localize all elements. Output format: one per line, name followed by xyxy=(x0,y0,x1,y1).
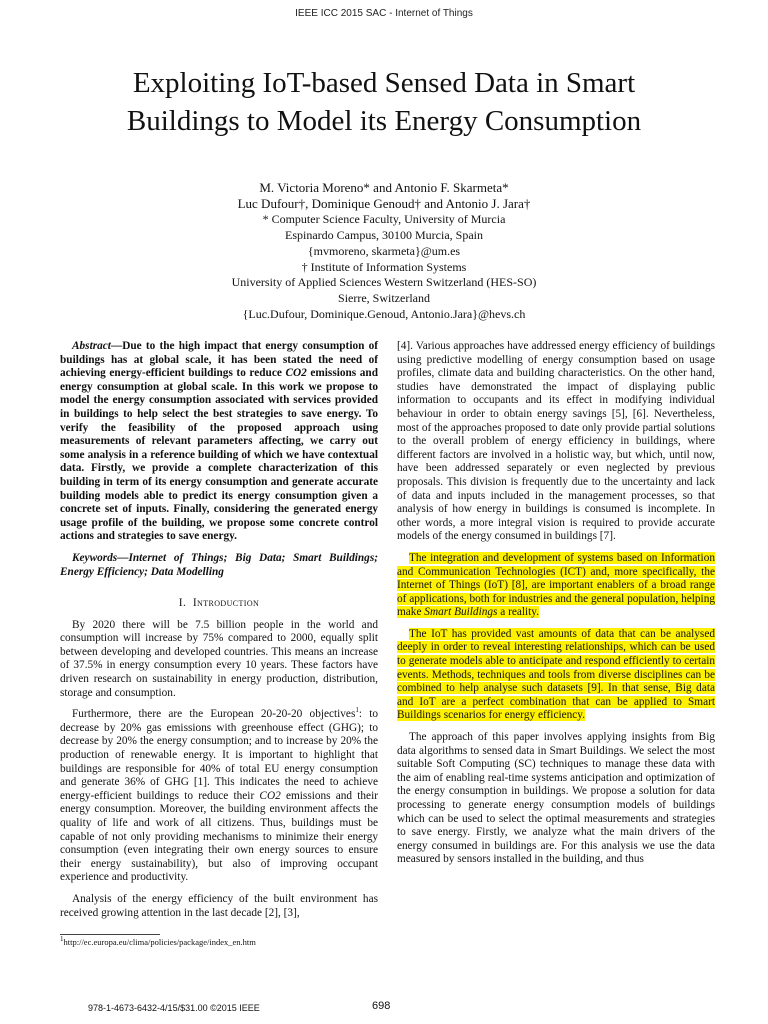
right-column xyxy=(397,340,715,875)
highlight-emphasis: Smart Buildings xyxy=(424,606,498,619)
affiliation-2: † Institute of Information Systems xyxy=(301,259,467,274)
author-block xyxy=(100,180,668,323)
footnote-ref: 1 xyxy=(355,706,359,715)
abstract-co2: CO2 xyxy=(285,367,307,380)
intro-paragraph-2 xyxy=(60,708,378,885)
title-line-2: Buildings to Model its Energy Consumption xyxy=(126,105,642,137)
intro-p2-text-b: : to decrease by 20% gas emissions with greenhouse effect (GHG); to decrease by 20% the energy consumption; and to increase by 20% the production of renewable energy. It is important to highlight that buildings are responsible for 40% of total EU energy consumption and generate 36% of GHG [1]. This indicates the need to achieve energy-efficient buildings to reduce their xyxy=(60,708,378,802)
paper-title xyxy=(60,64,708,140)
affiliation-2-university: University of Applied Sciences Western Switzerland (HES-SO) xyxy=(231,275,537,290)
keywords: Keywords—Internet of Things; Big Data; Smart Buildings; Energy Efficiency; Data Modelling xyxy=(60,551,378,578)
title-line-1: Exploiting IoT-based Sensed Data in Smart xyxy=(132,67,636,99)
highlighted-paragraph-2 xyxy=(397,628,715,723)
footer-isbn: 978-1-4673-6432-4/15/$31.00 ©2015 IEEE xyxy=(88,1003,260,1013)
intro-paragraph-1: By 2020 there will be 7.5 billion people in the world and consumption will increase by 75% compared to 2000, equally split between developing and developed countries. This means an increase of 37.5% in energy consumption every 10 years. These factors have driven research on sustainability in energy production, distribution, storage and consumption. xyxy=(60,618,378,699)
right-paragraph-4: The approach of this paper involves applying insights from Big data algorithms to sensed data in Smart Buildings. We select the most suitable Soft Computing (SC) techniques to manage these data with the aim of enabling real-time systems anticipation and optimization of the energy consumption in buildings. We propose a solution for data processing to generate energy consumption models of buildings which can be used to select the optimal measurements and strategies to save energy. Firstly, we analyze what the main drivers of the energy consumed in buildings are. For this analysis we use the data measured by sensors installed in the building, and thus xyxy=(397,731,715,866)
highlight-text-b: a reality. xyxy=(497,606,540,619)
intro-p2-text-a: Furthermore, there are the European 20-20-20 objectives xyxy=(72,708,356,721)
intro-p2-co2: CO2 xyxy=(259,789,281,802)
conference-header: IEEE ICC 2015 SAC - Internet of Things xyxy=(295,8,473,19)
footnote-mark: 1 xyxy=(60,935,64,944)
section-heading xyxy=(60,597,378,611)
author-names-2: Luc Dufour†, Dominique Genoud† and Antonio J. Jara† xyxy=(237,195,531,211)
affiliation-1-address: Espinardo Campus, 30100 Murcia, Spain xyxy=(285,227,483,242)
section-number: I. xyxy=(178,597,187,610)
page-number: 698 xyxy=(372,1000,391,1012)
abstract-lead: Abstract xyxy=(72,340,111,352)
affiliation-2-email: {Luc.Dufour, Dominique.Genoud, Antonio.Jara}@hevs.ch xyxy=(242,307,526,322)
affiliation-2-address: Sierre, Switzerland xyxy=(338,291,430,306)
author-names-1: M. Victoria Moreno* and Antonio F. Skarmeta* xyxy=(259,180,509,195)
highlighted-paragraph-1 xyxy=(397,552,715,620)
footnote-text: http://ec.europa.eu/clima/policies/package/index_en.htm xyxy=(63,937,256,947)
intro-paragraph-3: Analysis of the energy efficiency of the built environment has received growing attention in the last decade [2], [3], xyxy=(60,892,378,919)
footnote xyxy=(60,937,378,948)
intro-p2-text-c: emissions and their energy consumption. Moreover, the building environment affects the quality of life and work of all citizens. Thus, buildings must be capable of not only providing mechanisms to minimize their energy consumption (even integrating their own energy sources to ensure their energy sustainability), but also of improving occupant experience and productivity. xyxy=(60,789,378,884)
abstract-text-b: emissions and energy consumption at global scale. In this work we propose to model the energy consumption associated with services provided in buildings to help select the best strategies to save energy. To verify the feasibility of the proposed approach using measurements of relevant parameters affecting, we carry out some analysis in a reference building of which we have contextual data. Firstly, we provide a complete characterization of this building in term of its energy consumption and generate accurate building models able to predict its energy consumption given a concrete set of inputs. Finally, considering the generated energy usage profile of the building, we propose some concrete control actions and strategies to save energy. xyxy=(60,367,378,543)
highlight-text-c: The IoT has provided vast amounts of data that can be analysed deeply in order to reveal interesting relationships, which can be used to generate models able to anticipate and respond efficiently to certain events. Methods, techniques and tools from diverse disciplines can be combined to help analyse such datasets [9]. In that sense, Big data and IoT are a perfect combination that can be applied to Smart Buildings scenarios for energy efficiency. xyxy=(397,627,715,722)
abstract xyxy=(60,340,378,544)
left-column xyxy=(60,340,378,928)
abstract-text-a: —Due to the high impact that energy consumption of buildings has at global scale, it has been stated the need of achieving energy-efficient buildings to reduce xyxy=(60,340,378,380)
section-name: Introduction xyxy=(192,597,260,610)
right-paragraph-1: [4]. Various approaches have addressed energy efficiency of buildings using predictive modelling of energy consumption based on usage profiles, climate data and building characteristics. On the other hand, studies have demonstrated the impact of displaying public information to occupants and its effect in modifying individual behaviour in order to obtain energy savings [5], [6]. Nevertheless, most of the approaches proposed to date only provide partial solutions to the overall problem of energy efficiency in buildings, where different factors are involved in a holistic way, but which, until now, have been addressed separately or even neglected by previous proposals. This division is frequently due to the uncertainty and lack of data and inputs included in the management processes, so that analysis of how energy in buildings is consumed is incomplete. In other words, a more integral vision is required to provide accurate models of the energy consumed in buildings [7]. xyxy=(397,340,715,543)
affiliation-1-email: {mvmoreno, skarmeta}@um.es xyxy=(307,243,461,258)
affiliation-1: * Computer Science Faculty, University of Murcia xyxy=(262,211,506,226)
highlight-text-a: The integration and development of systems based on Information and Communication Technologies (ICT) and, more specifically, the Internet of Things (IoT) [8], are important enablers of a broad range of applications, both for industries and the general population, helping make xyxy=(397,551,715,619)
footnote-rule xyxy=(60,934,160,935)
